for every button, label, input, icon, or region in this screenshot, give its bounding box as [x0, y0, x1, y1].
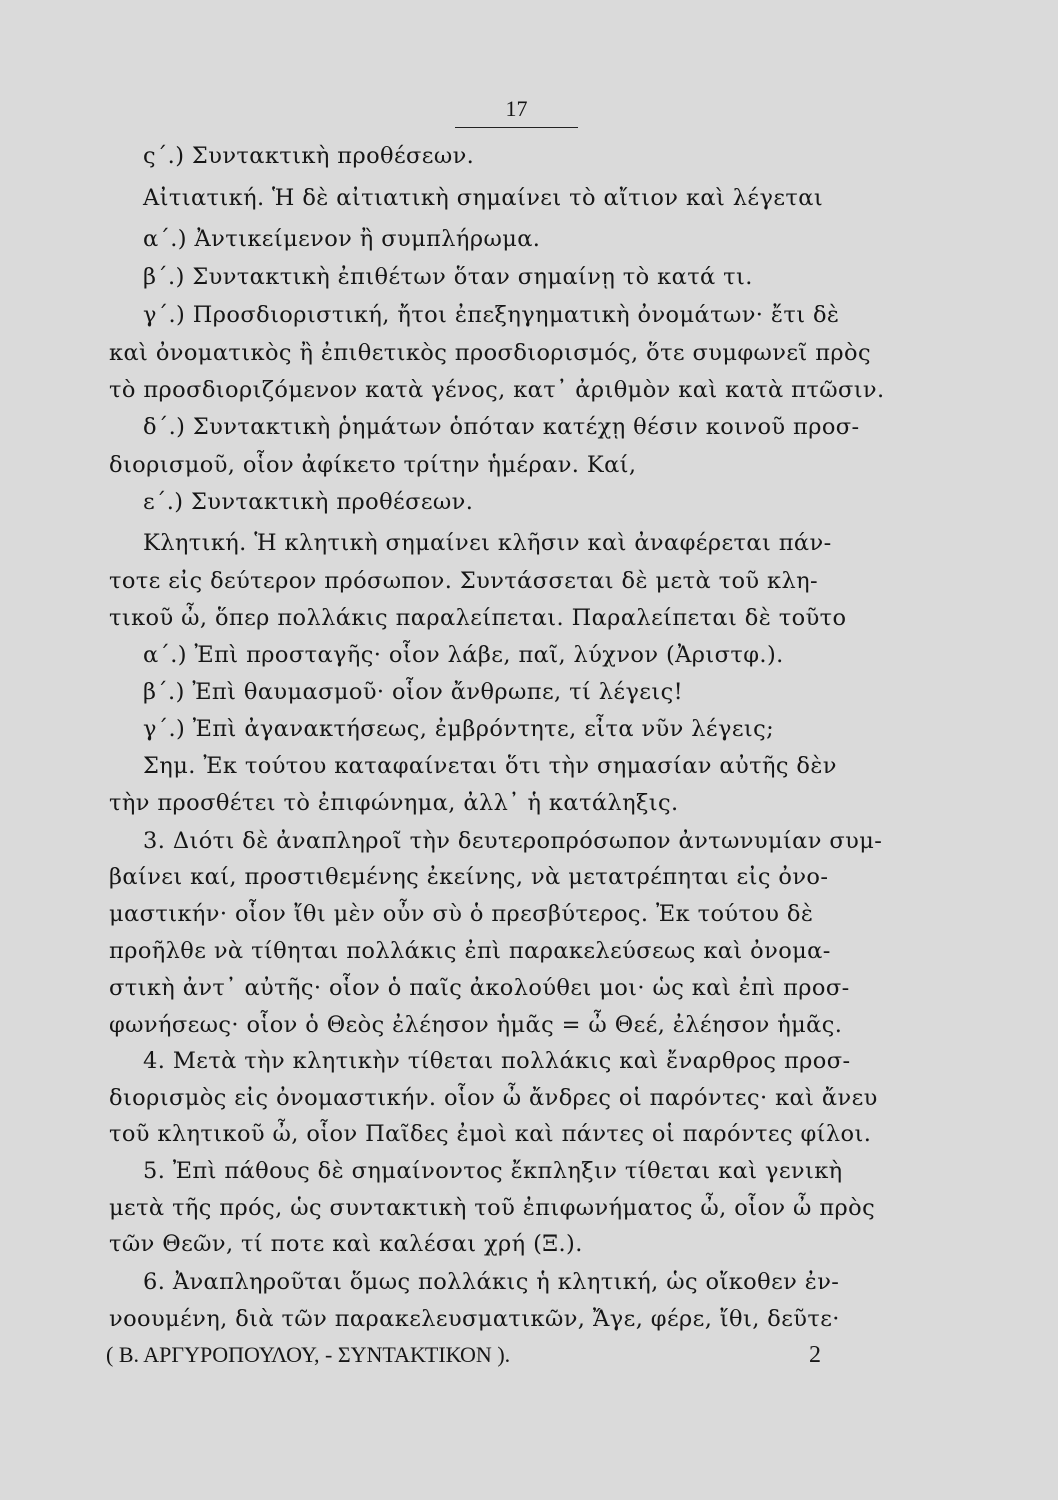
text-line: ε΄.) Συντακτικὴ προθέσεων.	[143, 489, 474, 515]
text-line: Αἰτιατική. Ἡ δὲ αἰτιατικὴ σημαίνει τὸ αἴτιον καὶ λέγεται	[143, 185, 824, 211]
text-line: β΄.) Ἐπὶ θαυμασμοῦ· οἷον ἄνθρωπε, τί λέγεις!	[143, 679, 684, 705]
text-line: Κλητική. Ἡ κλητικὴ σημαίνει κλῆσιν καὶ ἀναφέρεται πάν-	[143, 530, 832, 556]
footer-title: ( Β. ΑΡΓΥΡΟΠΟΥΛΟΥ, - ΣΥΝΤΑΚΤΙΚΟΝ ).	[106, 1342, 511, 1367]
text-line: β΄.) Συντακτικὴ ἐπιθέτων ὅταν σημαίνῃ τὸ κατά τι.	[143, 264, 753, 290]
text-line: καὶ ὀνοματικὸς ἢ ἐπιθετικὸς προσδιορισμός, ὅτε συμφωνεῖ πρὸς	[109, 340, 871, 366]
text-line: στικὴ ἀντ᾽ αὐτῆς· οἷον ὁ παῖς ἀκολούθει μοι· ὡς καὶ ἐπὶ προσ-	[109, 975, 850, 1001]
text-line: α΄.) Ἐπὶ προσταγῆς· οἷον λάβε, παῖ, λύχνον (Ἀριστφ.).	[143, 642, 784, 668]
text-line: μαστικήν· οἷον ἴθι μὲν οὖν σὺ ὁ πρεσβύτερος. Ἐκ τούτου δὲ	[109, 901, 814, 927]
header-rule	[455, 127, 578, 128]
text-line: δ΄.) Συντακτικὴ ῥημάτων ὁπόταν κατέχῃ θέσιν κοινοῦ προσ-	[143, 414, 860, 440]
text-line: μετὰ τῆς πρός, ὡς συντακτικὴ τοῦ ἐπιφωνήματος ὦ, οἷον ὦ πρὸς	[109, 1195, 876, 1221]
text-line: Σημ. Ἐκ τούτου καταφαίνεται ὅτι τὴν σημασίαν αὐτῆς δὲν	[143, 753, 837, 779]
text-line: τικοῦ ὦ, ὅπερ πολλάκις παραλείπεται. Παραλείπεται δὲ τοῦτο	[109, 605, 847, 631]
text-line: διορισμοῦ, οἷον ἀφίκετο τρίτην ἡμέραν. Καί,	[109, 452, 637, 478]
signature-mark: 2	[809, 1342, 821, 1368]
text-line: γ΄.) Προσδιοριστική, ἤτοι ἐπεξηγηματικὴ ὀνομάτων· ἔτι δὲ	[143, 302, 840, 328]
text-line: φωνήσεως· οἷον ὁ Θεὸς ἐλέησον ἡμᾶς = ὦ Θεέ, ἐλέησον ἡμᾶς.	[109, 1012, 843, 1038]
text-line: 6. Ἀναπληροῦται ὅμως πολλάκις ἡ κλητική, ὡς οἴκοθεν ἐν-	[143, 1269, 840, 1295]
text-line: 4. Μετὰ τὴν κλητικὴν τίθεται πολλάκις καὶ ἔναρθρος προσ-	[143, 1048, 851, 1074]
text-line: τὴν προσθέτει τὸ ἐπιφώνημα, ἀλλ᾽ ἡ κατάληξις.	[109, 790, 679, 816]
text-line: νοουμένη, διὰ τῶν παρακελευσματικῶν, Ἄγε, φέρε, ἴθι, δεῦτε·	[109, 1306, 840, 1332]
page-number: 17	[505, 96, 528, 121]
text-line: τοῦ κλητικοῦ ὦ, οἷον Παῖδες ἐμοὶ καὶ πάντες οἱ παρόντες φίλοι.	[109, 1121, 872, 1147]
text-line: ς΄.) Συντακτικὴ προθέσεων.	[143, 143, 475, 169]
text-line: γ΄.) Ἐπὶ ἀγανακτήσεως, ἐμβρόντητε, εἶτα νῦν λέγεις;	[143, 716, 775, 742]
text-line: α΄.) Ἀντικείμενον ἢ συμπλήρωμα.	[143, 226, 541, 252]
text-line: 5. Ἐπὶ πάθους δὲ σημαίνοντος ἔκπληξιν τίθεται καὶ γενικὴ	[143, 1158, 843, 1184]
text-line: 3. Διότι δὲ ἀναπληροῖ τὴν δευτεροπρόσωπον ἀντωνυμίαν συμ-	[143, 828, 883, 854]
text-line: προῆλθε νὰ τίθηται πολλάκις ἐπὶ παρακελεύσεως καὶ ὀνομα-	[109, 938, 831, 964]
text-line: διορισμὸς εἰς ὀνομαστικήν. οἷον ὦ ἄνδρες οἱ παρόντες· καὶ ἄνευ	[109, 1085, 878, 1111]
text-line: τοτε εἰς δεύτερον πρόσωπον. Συντάσσεται δὲ μετὰ τοῦ κλη-	[109, 568, 819, 594]
text-line: βαίνει καί, προστιθεμένης ἐκείνης, νὰ μετατρέπηται εἰς ὀνο-	[109, 864, 829, 890]
text-line: τῶν Θεῶν, τί ποτε καὶ καλέσαι χρή (Ξ.).	[109, 1231, 583, 1257]
text-line: τὸ προσδιοριζόμενον κατὰ γένος, κατ᾽ ἀριθμὸν καὶ κατὰ πτῶσιν.	[109, 377, 885, 403]
